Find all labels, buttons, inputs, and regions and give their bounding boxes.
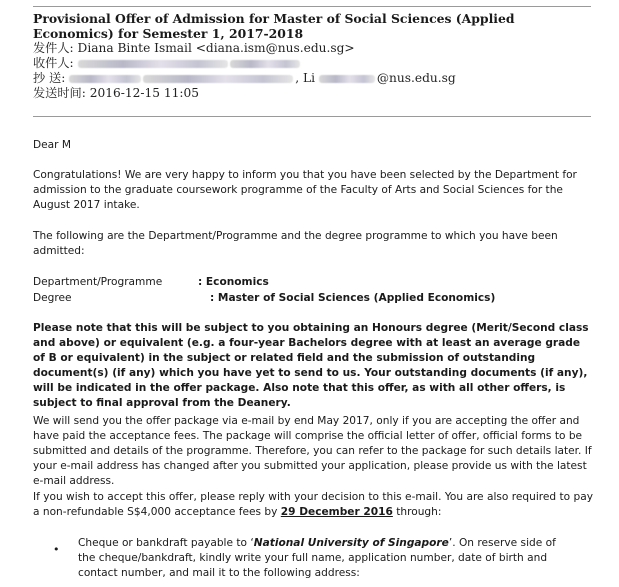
email-subject: Provisional Offer of Admission for Master of Social Sciences (Applied Economics) for Semester 1, 2017-2018 xyxy=(33,11,515,41)
acceptance-deadline: 29 December 2016 xyxy=(280,506,393,518)
paragraph-offer-package: We will send you the offer package via e-mail by end May 2017, only if you are accepting the offer and have paid the acceptance fees. The package will comprise the official letter of offer, official forms to be submitted and details of the programme. Therefore, you can refer to the package for such details later. If your e-mail address has changed after you submitted your application, please provide us with the latest e-mail address. xyxy=(33,415,592,487)
bullet-marker: • xyxy=(53,543,60,556)
to-row xyxy=(33,56,591,71)
department-value: : Economics xyxy=(198,276,269,288)
degree-label: Degree xyxy=(33,292,72,304)
from-value[interactable]: Diana Binte Ismail <diana.ism@nus.edu.sg> xyxy=(77,41,355,55)
cc-redacted-3 xyxy=(319,75,375,83)
cc-domain[interactable]: @nus.edu.sg xyxy=(376,71,456,85)
to-redacted xyxy=(78,60,228,68)
bullet-payment-cheque xyxy=(78,536,568,581)
to-redacted-2 xyxy=(230,60,300,68)
sent-row xyxy=(33,86,591,101)
paragraph-acceptance xyxy=(33,490,593,520)
department-row xyxy=(33,275,593,290)
header-divider xyxy=(33,116,591,117)
from-label: 发件人: xyxy=(33,41,74,55)
sent-value: 2016-12-15 11:05 xyxy=(89,86,199,100)
paragraph-congratulations: Congratulations! We are very happy to inform you that you have been selected by the Department for admission to the graduate coursework programme of the Faculty of Arts and Social Sciences for the August 2017 intake. xyxy=(33,169,577,211)
degree-row xyxy=(33,291,593,306)
degree-value: : Master of Social Sciences (Applied Economics) xyxy=(210,292,496,304)
acceptance-text-a: If you wish to accept this offer, please reply with your decision to this e-mail. You are also required to pay a non-refundable S$4,000 acceptance fees by xyxy=(33,491,593,518)
bullet-payee: National University of Singapore xyxy=(253,537,449,549)
department-label: Department/Programme xyxy=(33,276,163,288)
acceptance-text-b: through: xyxy=(396,506,442,518)
cc-visible: , Li xyxy=(295,71,315,85)
greeting-text: Dear M xyxy=(33,139,72,151)
sent-label: 发送时间: xyxy=(33,86,86,100)
greeting xyxy=(33,138,593,153)
cc-redacted xyxy=(69,75,141,83)
paragraph-programme-intro: The following are the Department/Programme and the degree programme to which you have been admitted: xyxy=(33,230,558,257)
paragraph-conditions: Please note that this will be subject to you obtaining an Honours degree (Merit/Second class and above) or equivalent (e.g. a four-year Bachelors degree with at least an average grade of B or equivalent) in the subject or related field and the submission of outstanding document(s) (if any) which you have yet to send to us. Your outstanding documents (if any), will be indicated in the offer package. Also note that this offer, as with all other offers, is subject to final approval from the Deanery. xyxy=(33,322,589,409)
cc-redacted-2 xyxy=(143,75,293,83)
to-label: 收件人: xyxy=(33,56,74,70)
cc-row xyxy=(33,71,591,86)
from-row xyxy=(33,41,591,56)
bullet-text-a: Cheque or bankdraft payable to ‘ xyxy=(78,537,254,549)
cc-label: 抄 送: xyxy=(33,71,66,85)
email-header xyxy=(33,6,591,101)
bullet-text-b: ’. On reserve side of the cheque/bankdraft, kindly write your full name, application number, date of birth and contact number, and mail it to the following address: xyxy=(78,537,556,579)
